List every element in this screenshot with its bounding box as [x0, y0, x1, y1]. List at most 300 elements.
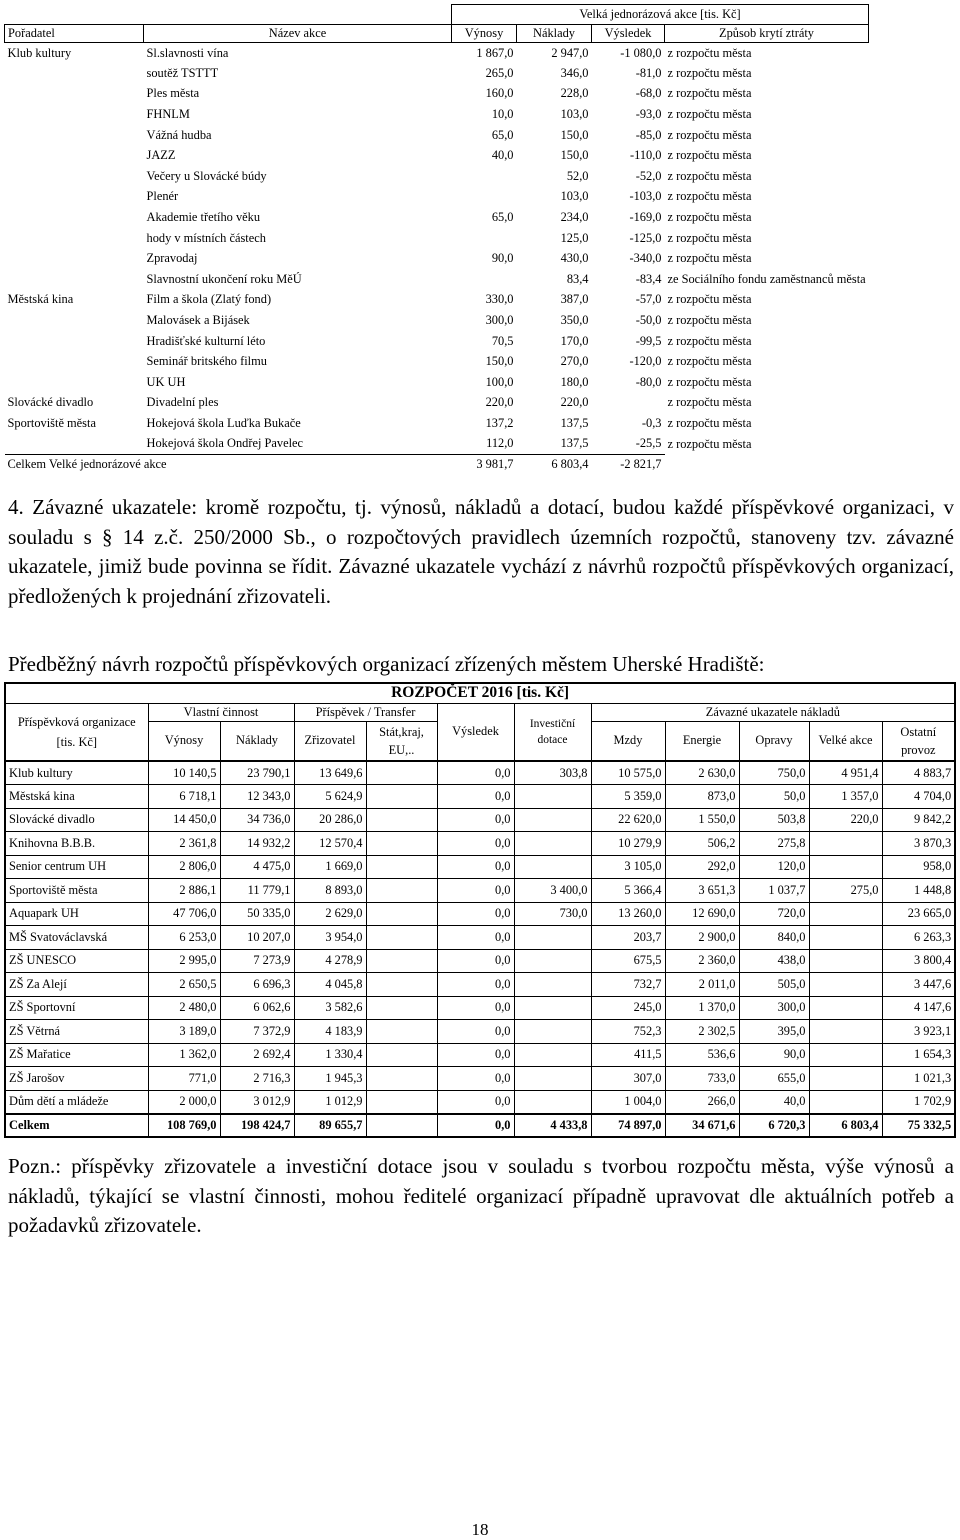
cell-founder: 3 582,6	[294, 996, 366, 1020]
cell-event: UK UH	[146, 374, 186, 389]
cell-org: Městská kina	[7, 292, 74, 307]
cell-other: 1 654,3	[882, 1043, 955, 1067]
total-events: 6 803,4	[809, 1114, 882, 1137]
cell-founder: 20 286,0	[294, 808, 366, 832]
cell-repairs: 1 037,7	[739, 879, 809, 903]
table-row	[5, 1043, 955, 1067]
cell-coverage: z rozpočtu města	[667, 354, 752, 369]
cell-result: -1 080,0	[620, 45, 662, 60]
cell-cost: 2 716,3	[220, 1067, 294, 1091]
cell-result: -81,0	[635, 65, 662, 80]
cell-income: 300,0	[485, 313, 514, 328]
total-energy: 34 671,6	[665, 1114, 739, 1137]
header-income: Výnosy	[148, 721, 220, 761]
total-label: Celkem Velké jednorázové akce	[5, 454, 452, 475]
cell-events	[809, 1020, 882, 1044]
cell-income: 1 362,0	[148, 1043, 220, 1067]
total-other: 75 332,5	[882, 1114, 955, 1137]
cell-name: Dům dětí a mládeže	[5, 1090, 148, 1114]
cell-events	[809, 1090, 882, 1114]
cell-repairs: 840,0	[739, 926, 809, 950]
cell-invest	[514, 926, 591, 950]
cell-state	[366, 785, 437, 809]
cell-state	[366, 1090, 437, 1114]
cell-event: Hokejová škola Ondřej Pavelec	[146, 436, 304, 451]
cell-invest	[514, 1090, 591, 1114]
cell-founder: 3 954,0	[294, 926, 366, 950]
table-row	[5, 145, 869, 166]
cell-income: 112,0	[486, 436, 514, 451]
cell-state	[366, 1067, 437, 1091]
cell-coverage: z rozpočtu města	[667, 292, 752, 307]
table-row	[5, 393, 869, 414]
cell-cost: 150,0	[560, 148, 589, 163]
cell-cost: 7 273,9	[220, 949, 294, 973]
cell-invest	[514, 1067, 591, 1091]
cell-cost: 4 475,0	[220, 855, 294, 879]
cell-repairs: 300,0	[739, 996, 809, 1020]
header-cost: Náklady	[517, 25, 592, 43]
cell-org	[5, 166, 144, 187]
table-total-row	[5, 454, 869, 475]
cell-wages: 203,7	[591, 926, 665, 950]
cell-income	[452, 187, 517, 208]
cell-result: -83,4	[635, 271, 662, 286]
total-result: -2 821,7	[592, 454, 665, 475]
cell-income: 70,5	[491, 333, 514, 348]
cell-invest	[514, 808, 591, 832]
cell-income: 3 189,0	[148, 1020, 220, 1044]
cell-income: 6 253,0	[148, 926, 220, 950]
cell-org	[5, 187, 144, 208]
cell-founder: 4 278,9	[294, 949, 366, 973]
cell-result: 0,0	[437, 902, 514, 926]
cell-result: -110,0	[629, 148, 662, 163]
cell-income: 40,0	[491, 148, 514, 163]
table-body	[5, 43, 869, 455]
cell-cost: 234,0	[560, 210, 589, 225]
cell-invest	[514, 973, 591, 997]
cell-events	[809, 855, 882, 879]
cell-coverage: z rozpočtu města	[667, 230, 752, 245]
cell-name: Slovácké divadlo	[5, 808, 148, 832]
cell-wages: 22 620,0	[591, 808, 665, 832]
table-row	[5, 996, 955, 1020]
cell-invest	[514, 832, 591, 856]
cell-income: 65,0	[491, 210, 514, 225]
cell-founder: 2 629,0	[294, 902, 366, 926]
header-coverage: Způsob krytí ztráty	[665, 25, 869, 43]
table-row	[5, 761, 955, 785]
cell-event: Večery u Slovácké búdy	[146, 168, 267, 183]
cell-cost: 52,0	[566, 168, 589, 183]
cell-state	[366, 902, 437, 926]
cell-result: 0,0	[437, 808, 514, 832]
cell-result: -57,0	[635, 292, 662, 307]
cell-events	[809, 902, 882, 926]
cell-other: 1 702,9	[882, 1090, 955, 1114]
cell-result: -169,0	[629, 210, 662, 225]
cell-result: -93,0	[635, 107, 662, 122]
cell-result: 0,0	[437, 973, 514, 997]
cell-result: 0,0	[437, 832, 514, 856]
cell-wages: 10 575,0	[591, 761, 665, 785]
table-row	[5, 290, 869, 311]
cell-name: Sportoviště města	[5, 879, 148, 903]
cell-result: 0,0	[437, 1067, 514, 1091]
cell-energy: 2 360,0	[665, 949, 739, 973]
cell-name: Aquapark UH	[5, 902, 148, 926]
total-state	[366, 1114, 437, 1137]
cell-repairs: 655,0	[739, 1067, 809, 1091]
cell-wages: 245,0	[591, 996, 665, 1020]
cell-income: 2 995,0	[148, 949, 220, 973]
cell-income: 330,0	[485, 292, 514, 307]
cell-event: Sl.slavnosti vína	[146, 45, 229, 60]
cell-founder: 5 624,9	[294, 785, 366, 809]
cell-income: 47 706,0	[148, 902, 220, 926]
cell-other: 1 021,3	[882, 1067, 955, 1091]
cell-result: -52,0	[635, 168, 662, 183]
cell-invest: 3 400,0	[514, 879, 591, 903]
table-row	[5, 949, 955, 973]
cell-event: Malovásek a Bijásek	[146, 313, 250, 328]
cell-cost: 270,0	[560, 354, 589, 369]
cell-org	[5, 434, 144, 455]
cell-wages: 752,3	[591, 1020, 665, 1044]
table-row	[5, 879, 955, 903]
section-4-paragraph: 4. Závazné ukazatele: kromě rozpočtu, tj. výnosů, nákladů a dotací, budou každé příspěvkové organizaci, v souladu s § 14 z.č. 250/2000 Sb., o rozpočtových pravidlech územních rozpočtů, stanoveny tzv. závazné ukazatele, jimiž bude povinna se řídit. Závazné ukazatele vychází z návrhů rozpočtů příspěvkových organizací, předložených k projednání zřizovateli.	[8, 495, 954, 608]
cell-name: Klub kultury	[5, 761, 148, 785]
table-row	[5, 785, 955, 809]
cell-income: 1 867,0	[476, 45, 514, 60]
table-row	[5, 331, 869, 352]
table-row	[5, 63, 869, 84]
total-repairs: 6 720,3	[739, 1114, 809, 1137]
cell-cost: 103,0	[560, 107, 589, 122]
cell-other: 4 147,6	[882, 996, 955, 1020]
table-row	[5, 1090, 955, 1114]
cell-org	[5, 228, 144, 249]
cell-invest: 303,8	[514, 761, 591, 785]
table-row	[5, 104, 869, 125]
cell-founder: 4 183,9	[294, 1020, 366, 1044]
cell-coverage: z rozpočtu města	[667, 168, 752, 183]
cell-result: -103,0	[629, 189, 662, 204]
table-caption-row	[5, 5, 869, 25]
table-row	[5, 902, 955, 926]
page-number: 18	[471, 1520, 489, 1539]
cell-founder: 13 649,6	[294, 761, 366, 785]
header-income: Výnosy	[452, 25, 517, 43]
cell-org: Sportoviště města	[7, 415, 96, 430]
cell-coverage: z rozpočtu města	[667, 415, 752, 430]
cell-state	[366, 879, 437, 903]
cell-founder: 1 330,4	[294, 1043, 366, 1067]
table-row	[5, 43, 869, 64]
cell-result: 0,0	[437, 761, 514, 785]
cell-cost: 12 343,0	[220, 785, 294, 809]
cell-repairs: 40,0	[739, 1090, 809, 1114]
cell-org	[5, 269, 144, 290]
cell-event: Film a škola (Zlatý fond)	[146, 292, 272, 307]
cell-org	[5, 145, 144, 166]
table-row	[5, 351, 869, 372]
cell-events	[809, 973, 882, 997]
cell-cost: 220,0	[560, 395, 589, 410]
cell-event: Hokejová škola Luďka Bukače	[146, 415, 301, 430]
cell-repairs: 120,0	[739, 855, 809, 879]
table-row	[5, 248, 869, 269]
cell-coverage: z rozpočtu města	[667, 127, 752, 142]
cell-event: Plenér	[146, 189, 179, 204]
cell-cost: 430,0	[560, 251, 589, 266]
cell-cost: 7 372,9	[220, 1020, 294, 1044]
table-header-row	[5, 25, 869, 43]
cell-cost: 103,0	[560, 189, 589, 204]
cell-founder: 12 570,4	[294, 832, 366, 856]
cell-cost: 228,0	[560, 86, 589, 101]
cell-result: -99,5	[635, 333, 662, 348]
cell-event: soutěž TSTTT	[146, 65, 219, 80]
cell-coverage: z rozpočtu města	[667, 333, 752, 348]
cell-wages: 5 359,0	[591, 785, 665, 809]
cell-name: ZŠ Mařatice	[5, 1043, 148, 1067]
cell-energy: 3 651,3	[665, 879, 739, 903]
cell-event: hody v místních částech	[146, 230, 266, 245]
cell-coverage: z rozpočtu města	[667, 210, 752, 225]
cell-cost: 137,5	[560, 436, 589, 451]
cell-org	[5, 84, 144, 105]
cell-events	[809, 926, 882, 950]
cell-event: FHNLM	[146, 107, 190, 122]
cell-events: 1 357,0	[809, 785, 882, 809]
cell-cost: 170,0	[560, 333, 589, 348]
cell-name: Knihovna B.B.B.	[5, 832, 148, 856]
cell-other: 9 842,2	[882, 808, 955, 832]
cell-events	[809, 1043, 882, 1067]
cell-energy: 733,0	[665, 1067, 739, 1091]
cell-name: ZŠ Za Alejí	[5, 973, 148, 997]
total-wages: 74 897,0	[591, 1114, 665, 1137]
cell-name: ZŠ Jarošov	[5, 1067, 148, 1091]
cell-income: 137,2	[485, 415, 514, 430]
cell-coverage: z rozpočtu města	[667, 436, 752, 451]
cell-invest	[514, 1043, 591, 1067]
cell-event: Hradišťské kulturní léto	[146, 333, 266, 348]
table-row	[5, 926, 955, 950]
cell-coverage: z rozpočtu města	[667, 313, 752, 328]
cell-result: -85,0	[635, 127, 662, 142]
cell-income: 160,0	[485, 86, 514, 101]
total-founder: 89 655,7	[294, 1114, 366, 1137]
cell-event: Zpravodaj	[146, 251, 198, 266]
cell-coverage: ze Sociálního fondu zaměstnanců města	[667, 271, 866, 286]
cell-state	[366, 1043, 437, 1067]
cell-energy: 1 550,0	[665, 808, 739, 832]
table-row	[5, 372, 869, 393]
cell-cost: 10 207,0	[220, 926, 294, 950]
header-own-activity: Vlastní činnost	[148, 703, 294, 721]
header-result: Výsledek	[437, 703, 514, 761]
cell-event: JAZZ	[146, 148, 176, 163]
cell-state	[366, 808, 437, 832]
cell-coverage: z rozpočtu města	[667, 107, 752, 122]
cell-energy: 1 370,0	[665, 996, 739, 1020]
budget-table-body	[5, 761, 955, 1114]
cell-result: -25,5	[635, 436, 662, 451]
table-row	[5, 832, 955, 856]
cell-cost: 34 736,0	[220, 808, 294, 832]
cell-cost: 11 779,1	[220, 879, 294, 903]
cell-other: 3 923,1	[882, 1020, 955, 1044]
cell-result: 0,0	[437, 879, 514, 903]
cell-income	[452, 228, 517, 249]
cell-state	[366, 926, 437, 950]
cell-event: Slavnostní ukončení roku MěÚ	[146, 271, 302, 286]
cell-cost: 387,0	[560, 292, 589, 307]
cell-repairs: 438,0	[739, 949, 809, 973]
cell-result: -0,3	[641, 415, 662, 430]
cell-events: 220,0	[809, 808, 882, 832]
cell-wages: 3 105,0	[591, 855, 665, 879]
cell-events: 275,0	[809, 879, 882, 903]
cell-state	[366, 761, 437, 785]
cell-org	[5, 248, 144, 269]
cell-income: 100,0	[485, 374, 514, 389]
cell-energy: 266,0	[665, 1090, 739, 1114]
total-invest: 4 433,8	[514, 1114, 591, 1137]
cell-events	[809, 1067, 882, 1091]
cell-other: 23 665,0	[882, 902, 955, 926]
budget-header-row-1	[5, 703, 955, 721]
cell-income: 2 361,8	[148, 832, 220, 856]
cell-cost: 125,0	[560, 230, 589, 245]
header-binding-costs: Závazné ukazatele nákladů	[591, 703, 955, 721]
cell-income: 2 000,0	[148, 1090, 220, 1114]
cell-repairs: 275,8	[739, 832, 809, 856]
cell-income: 265,0	[485, 65, 514, 80]
cell-events	[809, 949, 882, 973]
budget-caption-row	[5, 683, 955, 703]
cell-coverage: z rozpočtu města	[667, 395, 752, 410]
table-row	[5, 310, 869, 331]
cell-event: Ples města	[146, 86, 200, 101]
budget-proposal-heading: Předběžný návrh rozpočtů příspěvkových organizací zřízených městem Uherské Hradiště:	[8, 652, 765, 676]
cell-result: 0,0	[437, 926, 514, 950]
cell-invest	[514, 855, 591, 879]
table-row	[5, 84, 869, 105]
cell-income: 10 140,5	[148, 761, 220, 785]
cell-result: -80,0	[635, 374, 662, 389]
table-row	[5, 855, 955, 879]
cell-event: Divadelní ples	[146, 395, 219, 410]
cell-repairs: 720,0	[739, 902, 809, 926]
header-transfer: Příspěvek / Transfer	[294, 703, 437, 721]
table-row	[5, 413, 869, 434]
cell-income: 771,0	[148, 1067, 220, 1091]
cell-name: ZŠ UNESCO	[5, 949, 148, 973]
budget-table	[4, 682, 956, 1138]
cell-result: -125,0	[629, 230, 662, 245]
cell-org	[5, 125, 144, 146]
cell-cost: 6 062,6	[220, 996, 294, 1020]
cell-invest	[514, 1020, 591, 1044]
cell-event: Vážná hudba	[146, 127, 212, 142]
cell-org	[5, 331, 144, 352]
table-row	[5, 1067, 955, 1091]
header-organizer: Pořadatel	[5, 25, 144, 43]
cell-org	[5, 372, 144, 393]
cell-org	[5, 207, 144, 228]
cell-repairs: 50,0	[739, 785, 809, 809]
cell-other: 1 448,8	[882, 879, 955, 903]
table-row	[5, 228, 869, 249]
cell-other: 4 704,0	[882, 785, 955, 809]
header-other: Ostatní provoz	[882, 721, 955, 761]
total-result: 0,0	[437, 1114, 514, 1137]
cell-state	[366, 855, 437, 879]
cell-repairs: 503,8	[739, 808, 809, 832]
cell-wages: 675,5	[591, 949, 665, 973]
cell-name: Senior centrum UH	[5, 855, 148, 879]
cell-other: 3 870,3	[882, 832, 955, 856]
total-name: Celkem	[5, 1114, 148, 1137]
cell-cost: 346,0	[560, 65, 589, 80]
cell-result: -120,0	[629, 354, 662, 369]
cell-income	[452, 269, 517, 290]
total-cost: 6 803,4	[517, 454, 592, 475]
cell-founder: 1 669,0	[294, 855, 366, 879]
cell-cost: 137,5	[560, 415, 589, 430]
cell-income: 14 450,0	[148, 808, 220, 832]
cell-coverage: z rozpočtu města	[667, 65, 752, 80]
header-repairs: Opravy	[739, 721, 809, 761]
cell-wages: 10 279,9	[591, 832, 665, 856]
cell-org	[5, 351, 144, 372]
cell-result: 0,0	[437, 1043, 514, 1067]
cell-result: 0,0	[437, 1020, 514, 1044]
cell-income: 150,0	[485, 354, 514, 369]
one-time-events-table	[4, 4, 869, 475]
cell-event: Seminář britského filmu	[146, 354, 267, 369]
cell-wages: 307,0	[591, 1067, 665, 1091]
cell-income: 2 650,5	[148, 973, 220, 997]
cell-cost: 150,0	[560, 127, 589, 142]
cell-result: -68,0	[635, 86, 662, 101]
cell-energy: 2 011,0	[665, 973, 739, 997]
cell-state	[366, 1020, 437, 1044]
header-founder: Zřizovatel	[294, 721, 366, 761]
header-organization: Příspěvková organizace [tis. Kč]	[5, 703, 148, 761]
cell-cost: 2 947,0	[551, 45, 589, 60]
cell-cost: 23 790,1	[220, 761, 294, 785]
cell-repairs: 750,0	[739, 761, 809, 785]
cell-wages: 411,5	[591, 1043, 665, 1067]
cell-cost: 180,0	[560, 374, 589, 389]
cell-cost: 83,4	[566, 271, 589, 286]
cell-founder: 8 893,0	[294, 879, 366, 903]
cell-founder: 1 012,9	[294, 1090, 366, 1114]
cell-coverage: z rozpočtu města	[667, 148, 752, 163]
cell-energy: 292,0	[665, 855, 739, 879]
cell-events: 4 951,4	[809, 761, 882, 785]
cell-invest	[514, 949, 591, 973]
cell-cost: 6 696,3	[220, 973, 294, 997]
table-row	[5, 269, 869, 290]
total-income: 3 981,7	[452, 454, 517, 475]
budget-caption: ROZPOČET 2016 [tis. Kč]	[5, 683, 955, 703]
